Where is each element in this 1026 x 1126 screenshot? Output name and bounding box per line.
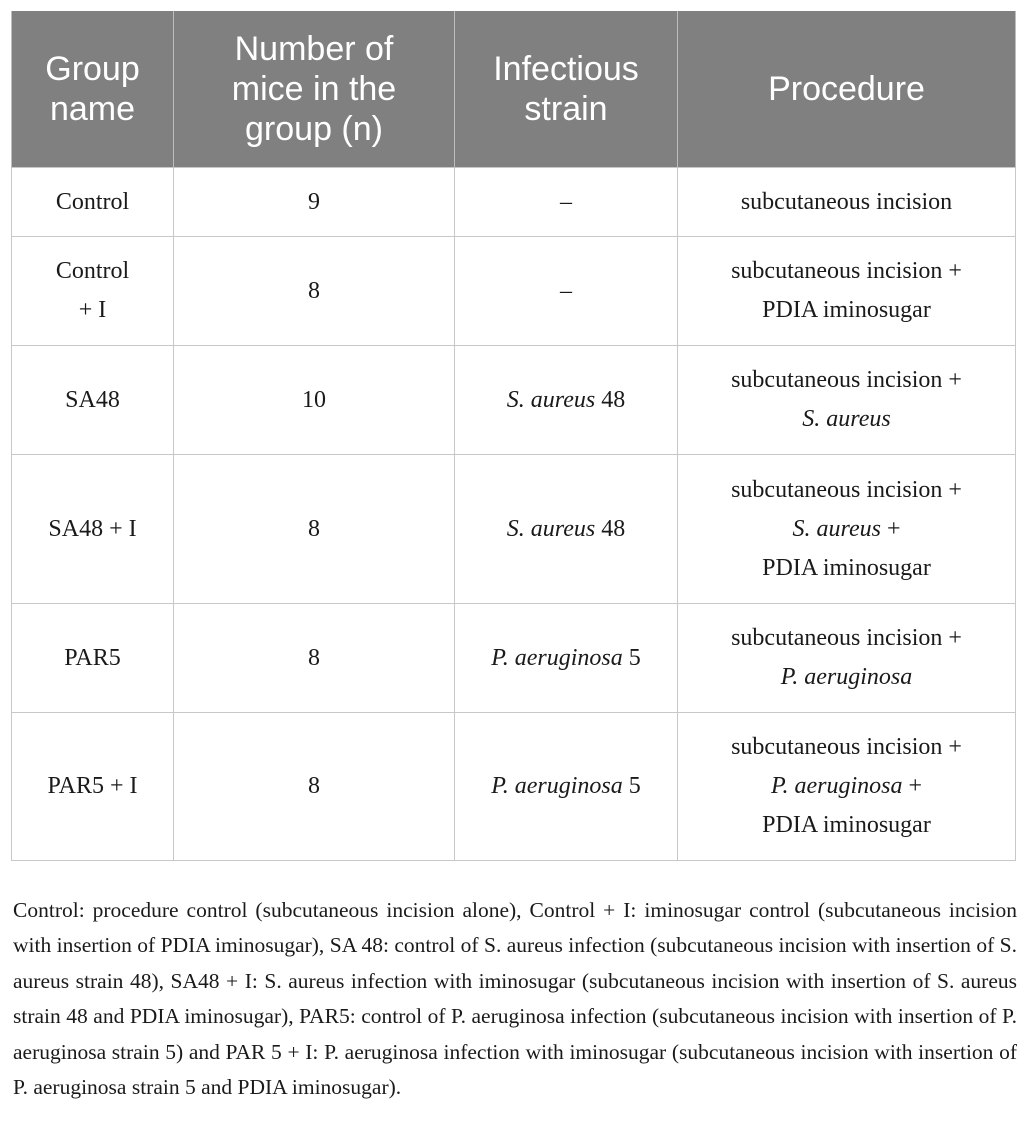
strain-plain: – xyxy=(560,277,572,304)
procedure-line xyxy=(684,252,1009,291)
procedure-line xyxy=(684,549,1009,588)
group-line: PAR5 + I xyxy=(47,773,138,799)
procedure-plain: + xyxy=(902,773,923,799)
cell-group-name xyxy=(12,168,174,237)
cell-group-name xyxy=(12,346,174,455)
cell-number-of-mice: 8 xyxy=(174,604,455,713)
table-row xyxy=(12,455,1016,604)
procedure-plain: subcutaneous incision xyxy=(740,188,953,215)
strain-plain: 5 xyxy=(622,773,641,799)
cell-group-name xyxy=(12,713,174,861)
header-line: Infectious xyxy=(493,50,639,88)
header-line: Group xyxy=(45,50,140,88)
cell-procedure xyxy=(678,604,1016,713)
table-body xyxy=(12,168,1016,861)
procedure-plain: subcutaneous incision + xyxy=(731,625,962,651)
group-line: Control xyxy=(55,188,130,215)
procedure-italic: S. aureus xyxy=(792,515,881,542)
procedure-italic: P. aeruginosa xyxy=(770,773,903,799)
procedure-line xyxy=(684,767,1009,806)
cell-infectious-strain xyxy=(455,346,678,455)
header-line: Number of xyxy=(234,30,394,68)
procedure-plain: subcutaneous incision + xyxy=(731,367,962,393)
table-container xyxy=(11,11,1015,861)
table-row xyxy=(12,168,1016,237)
group-line: + I xyxy=(78,297,107,323)
groups-table xyxy=(11,11,1016,861)
table-row xyxy=(12,237,1016,346)
procedure-line xyxy=(684,658,1009,697)
group-line: Control xyxy=(55,258,130,284)
cell-infectious-strain xyxy=(455,455,678,604)
cell-procedure xyxy=(678,237,1016,346)
group-line: PAR5 xyxy=(64,644,121,671)
procedure-italic: P. aeruginosa xyxy=(780,664,913,690)
cell-infectious-strain xyxy=(455,604,678,713)
header-number-of-mice xyxy=(174,11,455,168)
cell-number-of-mice: 8 xyxy=(174,713,455,861)
header-row xyxy=(12,11,1016,168)
table-row xyxy=(12,604,1016,713)
cell-number-of-mice: 10 xyxy=(174,346,455,455)
strain-italic: P. aeruginosa xyxy=(491,644,623,671)
cell-group-name xyxy=(12,455,174,604)
strain-plain: 48 xyxy=(595,515,626,542)
cell-number-of-mice: 8 xyxy=(174,455,455,604)
cell-infectious-strain xyxy=(455,168,678,237)
table-footnote: Control: procedure control (subcutaneous incision alone), Control + I: iminosugar control (subcutaneous incision with insertion of PDIA iminosugar), SA 48: control of S. aureus infection (subcutaneous incision with insertion of S. aureus strain 48), SA48 + I: S. aureus infection with iminosugar (subcutaneous incision with insertion of S. aureus strain 48 and PDIA iminosugar), PAR5: control of P. aeruginosa infection (subcutaneous incision with insertion of P. aeruginosa strain 5) and PAR 5 + I: P. aeruginosa infection with iminosugar (subcutaneous incision with insertion of P. aeruginosa strain 5 and PDIA iminosugar). xyxy=(13,897,1017,1099)
cell-procedure xyxy=(678,713,1016,861)
strain-italic: S. aureus xyxy=(506,386,596,413)
procedure-line xyxy=(684,291,1009,330)
header-infectious-strain xyxy=(455,11,678,168)
procedure-plain: subcutaneous incision + xyxy=(731,734,962,760)
procedure-line xyxy=(684,510,1009,549)
group-line: SA48 xyxy=(65,386,120,413)
strain-plain: 5 xyxy=(622,644,641,671)
procedure-plain: subcutaneous incision + xyxy=(731,476,962,503)
cell-group-name xyxy=(12,237,174,346)
cell-procedure xyxy=(678,455,1016,604)
cell-number-of-mice: 9 xyxy=(174,168,455,237)
group-line: SA48 + I xyxy=(48,515,137,542)
header-line: mice in the xyxy=(231,70,397,108)
header-procedure xyxy=(678,11,1016,168)
procedure-line xyxy=(684,400,1009,439)
table-row xyxy=(12,713,1016,861)
header-line: name xyxy=(49,90,136,128)
table-row xyxy=(12,346,1016,455)
procedure-plain: + xyxy=(880,515,901,542)
cell-infectious-strain xyxy=(455,237,678,346)
header-line: Procedure xyxy=(768,70,925,108)
cell-infectious-strain xyxy=(455,713,678,861)
procedure-line xyxy=(684,361,1009,400)
header-line: strain xyxy=(524,90,608,128)
cell-procedure xyxy=(678,168,1016,237)
procedure-plain: PDIA iminosugar xyxy=(762,297,931,323)
header-group-name xyxy=(12,11,174,168)
procedure-italic: S. aureus xyxy=(802,406,891,432)
cell-number-of-mice: 8 xyxy=(174,237,455,346)
strain-italic: P. aeruginosa xyxy=(491,773,623,799)
procedure-plain: PDIA iminosugar xyxy=(762,812,931,838)
strain-italic: S. aureus xyxy=(506,515,596,542)
procedure-line xyxy=(684,728,1009,767)
table-header xyxy=(12,11,1016,168)
procedure-plain: subcutaneous incision + xyxy=(731,258,962,284)
procedure-line xyxy=(684,183,1009,222)
cell-procedure xyxy=(678,346,1016,455)
procedure-line xyxy=(684,806,1009,845)
cell-group-name xyxy=(12,604,174,713)
strain-plain: – xyxy=(560,188,572,215)
header-line: group (n) xyxy=(245,110,383,148)
procedure-line xyxy=(684,471,1009,510)
procedure-line xyxy=(684,619,1009,658)
procedure-plain: PDIA iminosugar xyxy=(762,554,931,581)
strain-plain: 48 xyxy=(595,386,626,413)
